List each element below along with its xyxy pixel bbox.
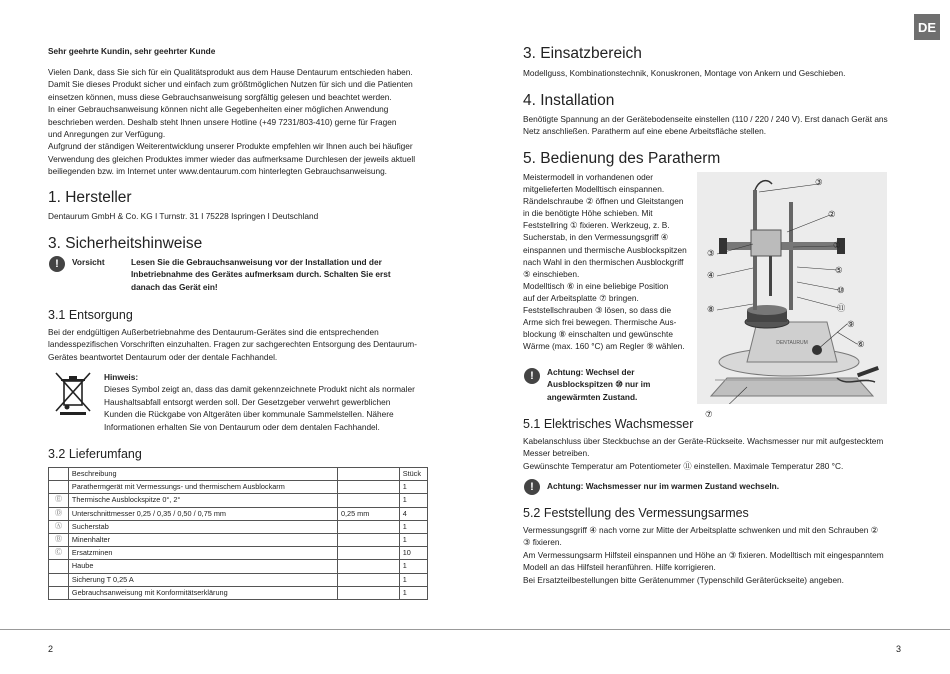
- install-text: [523, 113, 905, 138]
- operation-line: ⑤ einschieben.: [523, 268, 580, 279]
- table-cell: Gebrauchsanweisung mit Konformitätserklärung: [68, 586, 337, 599]
- intro-line: beschrieben werden. Deshalb steht Ihnen unsere Hotline (+49 7231/803-410) gerne für Fragen: [48, 116, 397, 127]
- table-cell: Sucherstab: [68, 520, 337, 533]
- table-cell: 4: [399, 507, 427, 520]
- table-row: [49, 481, 428, 494]
- callout: ④: [707, 270, 715, 280]
- caution-line: danach das Gerät ein!: [131, 281, 218, 292]
- arm-text: [523, 524, 908, 586]
- table-cell: [49, 481, 69, 494]
- table-header-cell: Beschreibung: [68, 468, 337, 481]
- table-cell: Sicherung T 0,25 A: [68, 573, 337, 586]
- table-cell: [337, 586, 399, 599]
- attention-text: [547, 366, 697, 403]
- attention-line: angewärmten Zustand.: [547, 391, 638, 402]
- page-number-left: 2: [48, 644, 54, 654]
- table-cell: Thermische Ausblockspitze 0°, 2°: [68, 494, 337, 507]
- table-cell: 0,25 mm: [337, 507, 399, 520]
- table-cell: [337, 520, 399, 533]
- note-block: [104, 371, 426, 433]
- callout: ⑧: [707, 304, 715, 314]
- language-tab: DE: [914, 14, 940, 40]
- table-cell: Unterschnittmesser 0,25 / 0,35 / 0,50 / 0,75 mm: [68, 507, 337, 520]
- note-line: Kunden die Rückgabe von Altgeräten über kommunale Sammelstellen. Nähere: [104, 409, 394, 420]
- operation-line: Arme sich frei bewegen. Thermische Aus-: [523, 317, 677, 328]
- table-row: [49, 520, 428, 533]
- intro-line: Vielen Dank, dass Sie sich für ein Qualitätsprodukt aus dem Hause Dentaurum entschieden haben.: [48, 67, 413, 77]
- operation-line: auf der Arbeitsplatte ⑦ bringen.: [523, 292, 639, 303]
- arm-line: Modell an das Hilfsteil heranführen. Hilfe korrigieren.: [523, 562, 716, 573]
- caution-label: Vorsicht: [72, 257, 105, 267]
- page-number-right: 3: [896, 644, 902, 654]
- note-line: Informationen erhalten Sie von Dentaurum oder dem dentalen Fachhandel.: [104, 421, 380, 432]
- caution-icon: !: [49, 256, 65, 272]
- table-cell: [337, 481, 399, 494]
- table-cell: Ⓑ: [49, 533, 69, 546]
- attention-line: Achtung: Wechsel der: [547, 367, 635, 377]
- table-row: [49, 533, 428, 546]
- callout: ⑨: [847, 319, 855, 329]
- table-cell: Ⓒ: [49, 547, 69, 560]
- callout: ②: [828, 209, 836, 219]
- table-cell: Ersatzminen: [68, 547, 337, 560]
- operation-line: nach Wahl in den thermischen Ausblockgriff: [523, 256, 684, 267]
- table-cell: [337, 547, 399, 560]
- operation-line: Rändelschraube ② öffnen und Gleitstangen: [523, 196, 684, 207]
- disposal-line: Gerätes beantwortet Dentaurum oder der dentale Fachhandel.: [48, 351, 278, 362]
- intro-line: beiliegenden bzw. im Internet unter www.dentaurum.com hinterlegten Gebrauchsanweisung.: [48, 166, 387, 177]
- arm-line: ③ fixieren.: [523, 537, 562, 548]
- intro-line: Verwendung des gleichen Produktes immer wieder das aufmerksame Durchlesen der jeweils aktuell: [48, 153, 416, 164]
- arm-line: Am Vermessungsarm Hilfsteil einspannen und Höhe an ③ fixieren. Modelltisch mit eingespanntem: [523, 549, 884, 560]
- operation-line: Sucherstab, in den Vermessungsgriff ④: [523, 232, 669, 243]
- intro-line: Aufgrund der ständigen Weiterentwicklung unserer Produkte empfehlen wir Ihnen auch bei häufiger: [48, 141, 413, 152]
- table-cell: 1: [399, 560, 427, 573]
- table-cell: [49, 586, 69, 599]
- heading-sicherheitshinweise: 3. Sicherheitshinweise: [48, 235, 203, 252]
- heading-lieferumfang: 3.2 Lieferumfang: [48, 447, 142, 461]
- table-cell: 1: [399, 494, 427, 507]
- table-cell: Ⓐ: [49, 520, 69, 533]
- table-cell: Ⓔ: [49, 494, 69, 507]
- attention-icon: !: [524, 479, 540, 495]
- table-cell: 1: [399, 520, 427, 533]
- operation-line: Feststellschrauben ③ lösen, so dass die: [523, 305, 672, 316]
- table-cell: 1: [399, 573, 427, 586]
- table-cell: Minenhalter: [68, 533, 337, 546]
- note-line: Dieses Symbol zeigt an, dass das damit gekennzeichnete Produkt nicht als normaler: [104, 384, 415, 395]
- note-line: Haushaltsabfall entsorgt werden soll. Der Gesetzgeber verwehrt gewerblichen: [104, 396, 391, 407]
- table-cell: [49, 560, 69, 573]
- table-row: [49, 494, 428, 507]
- footer-rule: [0, 629, 950, 630]
- intro-line: und Anregungen zur Verfügung.: [48, 129, 166, 140]
- table-header-cell: [49, 468, 69, 481]
- callout: ⑤: [835, 265, 843, 275]
- caution-line: Inbetriebnahme des Gerätes aufmerksam durch. Schalten Sie erst: [131, 269, 391, 280]
- callout: ⑥: [857, 339, 865, 349]
- heading-bedienung: 5. Bedienung des Paratherm: [523, 150, 721, 167]
- paratherm-device-illustration: [697, 172, 887, 419]
- heading-einsatzbereich: 3. Einsatzbereich: [523, 45, 642, 62]
- table-cell: 1: [399, 586, 427, 599]
- arm-line: Bei Ersatzteilbestellungen bitte Gerätenummer (Typenschild Geräterückseite) angeben.: [523, 574, 844, 585]
- table-cell: [337, 533, 399, 546]
- heading-vermessungsarm: 5.2 Feststellung des Vermessungsarmes: [523, 506, 749, 520]
- callout: ③: [707, 248, 715, 258]
- wax-line: Messer betreiben.: [523, 448, 590, 459]
- table-row: [49, 573, 428, 586]
- heading-entsorgung: 3.1 Entsorgung: [48, 308, 133, 322]
- table-header-cell: Stück: [399, 468, 427, 481]
- table-cell: [337, 560, 399, 573]
- operation-line: mitgelieferten Modelltisch einspannen.: [523, 184, 665, 195]
- caution-text: [131, 256, 431, 293]
- heading-installation: 4. Installation: [523, 92, 615, 109]
- attention-icon: !: [524, 368, 540, 384]
- table-row: [49, 547, 428, 560]
- callout: ③: [815, 177, 823, 187]
- wax-knife-text: [523, 435, 908, 472]
- disposal-line: landesspezifischen Vorschriften einzuhalten. Fragen zur sachgerechten Entsorgung des Dentaurum-: [48, 339, 417, 350]
- operation-line: in die benötigte Höhe schieben. Mit: [523, 208, 653, 219]
- table-header-cell: [337, 468, 399, 481]
- table-cell: [337, 573, 399, 586]
- callout: ⑩: [837, 285, 845, 295]
- table-cell: 10: [399, 547, 427, 560]
- operation-text: [523, 171, 693, 352]
- table-cell: [337, 494, 399, 507]
- disposal-line: Bei der endgültigen Außerbetriebnahme des Dentaurum-Gerätes sind die entsprechenden: [48, 327, 379, 337]
- heading-wachsmesser: 5.1 Elektrisches Wachsmesser: [523, 417, 694, 431]
- intro-text: [48, 66, 426, 178]
- note-title: Hinweis:: [104, 372, 139, 382]
- heading-hersteller: 1. Hersteller: [48, 189, 132, 206]
- table-cell: Parathermgerät mit Vermessungs- und thermischem Ausblockarm: [68, 481, 337, 494]
- callout: ①: [833, 240, 841, 250]
- manufacturer-address: Dentaurum GmbH & Co. KG I Turnstr. 31 I 75228 Ispringen I Deutschland: [48, 211, 319, 221]
- greeting: Sehr geehrte Kundin, sehr geehrter Kunde: [48, 46, 216, 56]
- table-row: [49, 586, 428, 599]
- crossed-bin-icon: [52, 369, 94, 415]
- disposal-text: [48, 326, 428, 363]
- operation-line: Meistermodell in vorhandenen oder: [523, 172, 654, 182]
- wax-line: Gewünschte Temperatur am Potentiometer ⑪ einstellen. Maximale Temperatur 280 °C.: [523, 460, 844, 471]
- table-header-row: [49, 468, 428, 481]
- operation-line: Feststellring ① fixieren. Werkzeug, z. B.: [523, 220, 670, 231]
- intro-line: Damit Sie dieses Produkt sicher und einfach zum größtmöglichen Nutzen für sich und die Patienten: [48, 79, 413, 90]
- right-page: [475, 0, 950, 674]
- wax-line: Kabelanschluss über Steckbuchse an der Geräte-Rückseite. Wachsmesser nur mit aufgestecktem: [523, 436, 884, 446]
- table-row: [49, 507, 428, 520]
- arm-line: Vermessungsgriff ④ nach vorne zur Mitte der Arbeitsplatte schwenken und mit den Schrauben ②: [523, 525, 879, 535]
- table-cell: 1: [399, 533, 427, 546]
- operation-line: Modelltisch ⑥ in eine beliebige Position: [523, 280, 669, 291]
- device-label: DENTAURUM: [776, 340, 808, 346]
- intro-line: In einer Gebrauchsanweisung können nicht alle Gegebenheiten einer möglichen Anwendung: [48, 104, 389, 115]
- install-line: Netz anschließen. Paratherm auf eine ebene Arbeitsfläche stellen.: [523, 126, 767, 137]
- table-cell: 1: [399, 481, 427, 494]
- usage-text: Modellguss, Kombinationstechnik, Konuskronen, Montage von Ankern und Geschieben.: [523, 68, 846, 78]
- caution-line: Lesen Sie die Gebrauchsanweisung vor der Installation und der: [131, 257, 382, 267]
- table-cell: Haube: [68, 560, 337, 573]
- attention-text-2: Achtung: Wachsmesser nur im warmen Zustand wechseln.: [547, 481, 780, 491]
- table-cell: Ⓓ: [49, 507, 69, 520]
- install-line: Benötigte Spannung an der Gerätebodenseite einstellen (110 / 220 / 240 V). Erst danach Gerät ans: [523, 114, 888, 124]
- operation-line: Wärme (max. 160 °C) am Regler ⑨ wählen.: [523, 341, 685, 352]
- operation-line: einspannen und thermische Ausblockspitzen: [523, 244, 687, 255]
- delivery-table: [48, 467, 428, 600]
- operation-line: blockung ⑧ einschalten und gewünschte: [523, 329, 673, 340]
- callout: ⑦: [705, 409, 713, 419]
- table-row: [49, 560, 428, 573]
- table-cell: [49, 573, 69, 586]
- attention-line: Ausblockspitzen ⑩ nur im: [547, 379, 651, 390]
- intro-line: einsetzen können, muss diese Gebrauchsanweisung sorgfältig gelesen und beachtet werden.: [48, 91, 392, 102]
- callout: ⑪: [837, 303, 846, 313]
